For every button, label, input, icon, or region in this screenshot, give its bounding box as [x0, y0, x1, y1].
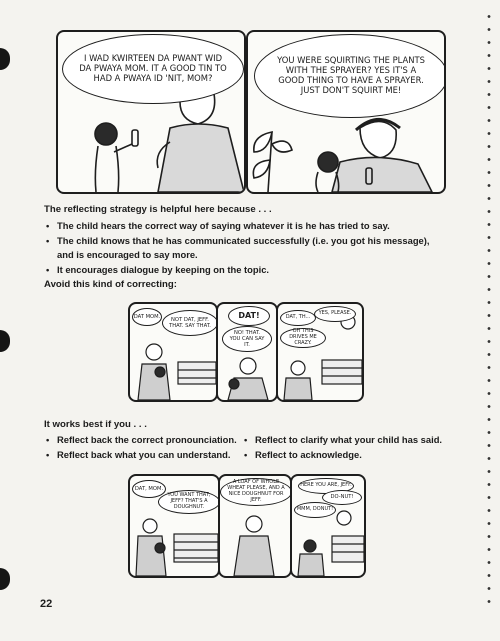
- tips-right-list: [244, 433, 448, 462]
- tip-item: • Reflect to clarify what your child has said.: [244, 433, 448, 448]
- comic-mid-panel-3: [276, 302, 364, 402]
- comic-top-panel-left: [56, 30, 246, 194]
- reasons-list: [46, 219, 444, 277]
- speech-bubble: YES, PLEASE.: [314, 306, 356, 322]
- tips-left-list: [46, 433, 246, 462]
- perforation-edge: [486, 10, 492, 611]
- comic-mid-panel-1: [128, 302, 218, 402]
- tip-item: • Reflect back the correct pronounciation.: [46, 433, 246, 448]
- speech-bubble: YOU WERE SQUIRTING THE PLANTS WITH THE SPRAYER? YES IT'S A GOOD THING TO HAVE A SPRAYER. JUST DON'T SQUIRT ME!: [254, 34, 446, 118]
- speech-bubble: OH THIS DRIVES ME CRAZY.: [280, 328, 326, 348]
- tip-item: • Reflect back what you can understand.: [46, 448, 246, 463]
- speech-bubble: DAT, TH...: [280, 310, 316, 326]
- comic-bottom-panel-2: [218, 474, 292, 578]
- reason-item: • It encourages dialogue by keeping on the topic.: [46, 263, 444, 278]
- comic-mid-panel-2: [216, 302, 278, 402]
- binder-punch-hole: [0, 330, 10, 352]
- speech-bubble: DAT!: [228, 306, 270, 326]
- speech-bubble: DAT MOM.: [132, 308, 162, 326]
- comic-bottom-panel-3: [290, 474, 366, 578]
- binder-punch-hole: [0, 568, 10, 590]
- reason-item: • The child hears the correct way of saying whatever it is he has tried to say.: [46, 219, 444, 234]
- comic-bottom-panel-1: [128, 474, 220, 578]
- binder-punch-hole: [0, 48, 10, 70]
- best-heading: It works best if you . . .: [44, 419, 147, 430]
- speech-bubble: I WAD KWIRTEEN DA PWANT WID DA PWAYA MOM. IT A GOOD TIN TO HAD A PWAYA ID 'NIT, MOM?: [62, 34, 244, 104]
- speech-bubble: NOT DAT, JEFF. THAT. SAY THAT.: [162, 310, 218, 336]
- intro-text: The reflecting strategy is helpful here because . . .: [44, 204, 272, 215]
- comic-top-panel-right: [246, 30, 446, 194]
- speech-bubble: DO-NUT!: [322, 490, 362, 505]
- tip-item: • Reflect to acknowledge.: [244, 448, 448, 463]
- speech-bubble: A LOAF OF WHOLE WHEAT PLEASE, AND A NICE DOUGHNUT FOR JEFF.: [220, 478, 292, 506]
- page-number: 22: [40, 598, 53, 610]
- speech-bubble: YOU WANT THAT, JEFF? THAT'S A DOUGHNUT.: [158, 490, 220, 514]
- speech-bubble: MMM, DONUT!: [294, 502, 336, 518]
- reason-item: • The child knows that he has communicated successfully (i.e. you got his message), and is encouraged to say more.: [46, 234, 444, 263]
- speech-bubble: NO! THAT. YOU CAN SAY IT.: [222, 326, 272, 352]
- avoid-heading: Avoid this kind of correcting:: [44, 279, 177, 290]
- speech-bubble: DAT, MOM.: [132, 480, 166, 498]
- speech-bubble: HERE YOU ARE, JEFF.: [298, 478, 354, 494]
